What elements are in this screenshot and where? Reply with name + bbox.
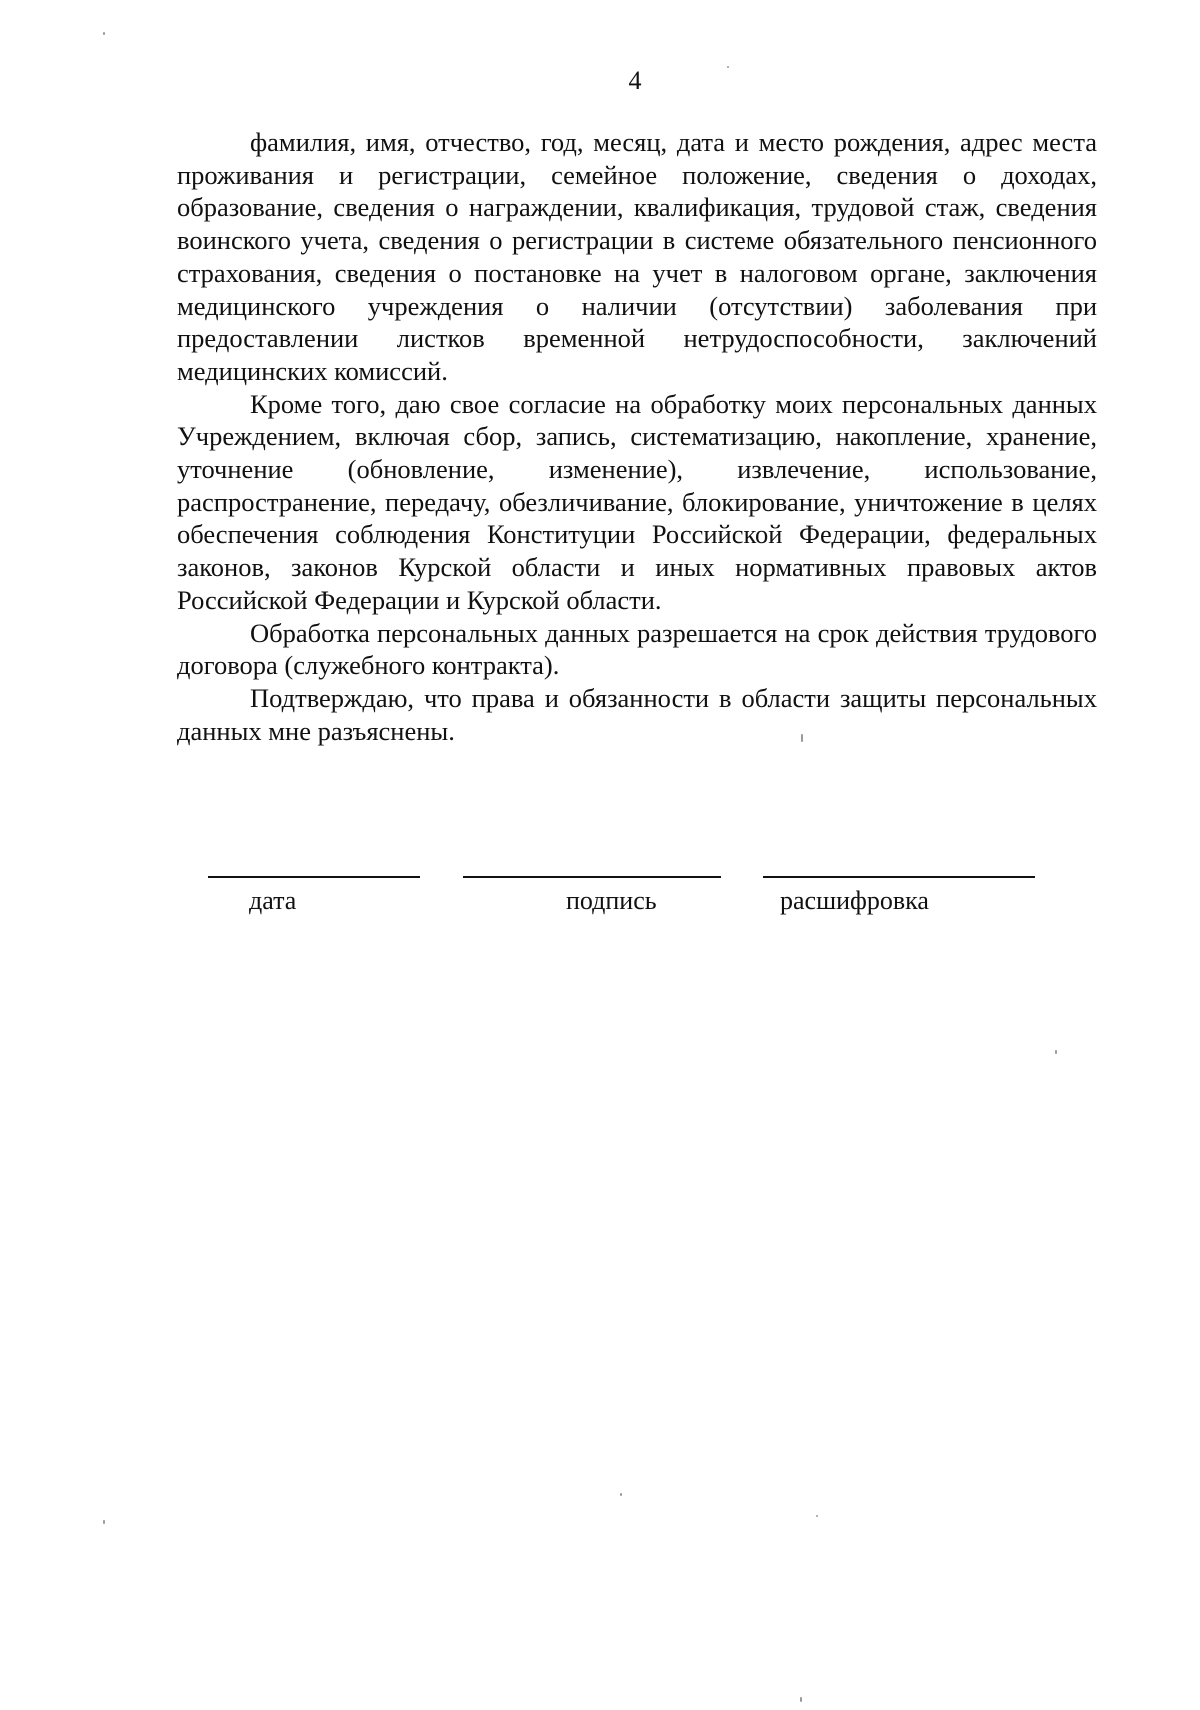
- scan-speck: [1055, 1050, 1057, 1054]
- paragraph-rights-confirmation: Подтверждаю, что права и обязанности в области защиты персональных данных мне разъяснены.: [177, 682, 1097, 746]
- paragraph-processing-term: Обработка персональных данных разрешается на срок действия трудового договора (служебного контракта).: [177, 617, 1097, 681]
- scan-speck: [103, 1520, 105, 1524]
- signature-label: подпись: [566, 886, 657, 915]
- scan-speck: [620, 1493, 622, 1496]
- decoding-label: расшифровка: [780, 886, 929, 915]
- scan-speck: [816, 1515, 818, 1517]
- scan-speck: [103, 32, 105, 35]
- scan-speck: [801, 734, 803, 742]
- scan-speck: [800, 1697, 802, 1702]
- page-number: 4: [628, 66, 642, 95]
- date-label: дата: [249, 886, 297, 915]
- paragraph-processing-consent: Кроме того, даю свое согласие на обработку моих персональных данных Учреждением, включая сбор, запись, систематизацию, накопление, хранение, уточнение (обновление, изменение), извлечение, использование, распространение, передачу, обезличивание, блокирование, уничтожение в целях обеспечения соблюдения Конституции Российской Федерации, федеральных законов, законов Курской области и иных нормативных правовых актов Российской Федерации и Курской области.: [177, 388, 1097, 615]
- signature-block: [0, 870, 1200, 950]
- signature-line: [463, 876, 721, 878]
- decoding-line: [763, 876, 1035, 878]
- paragraph-personal-data-list: фамилия, имя, отчество, год, месяц, дата и место рождения, адрес места проживания и регистрации, семейное положение, сведения о доходах, образование, сведения о награждении, квалификация, трудовой стаж, сведения воинского учета, сведения о регистрации в системе обязательного пенсионного страхования, сведения о постановке на учет в налоговом органе, заключения медицинского учреждения о наличии (отсутствии) заболевания при предоставлении листков временной нетрудоспособности, заключений медицинских комиссий.: [177, 127, 1097, 386]
- document-body: [177, 126, 1097, 747]
- date-line: [208, 876, 420, 878]
- scan-speck: [727, 66, 729, 68]
